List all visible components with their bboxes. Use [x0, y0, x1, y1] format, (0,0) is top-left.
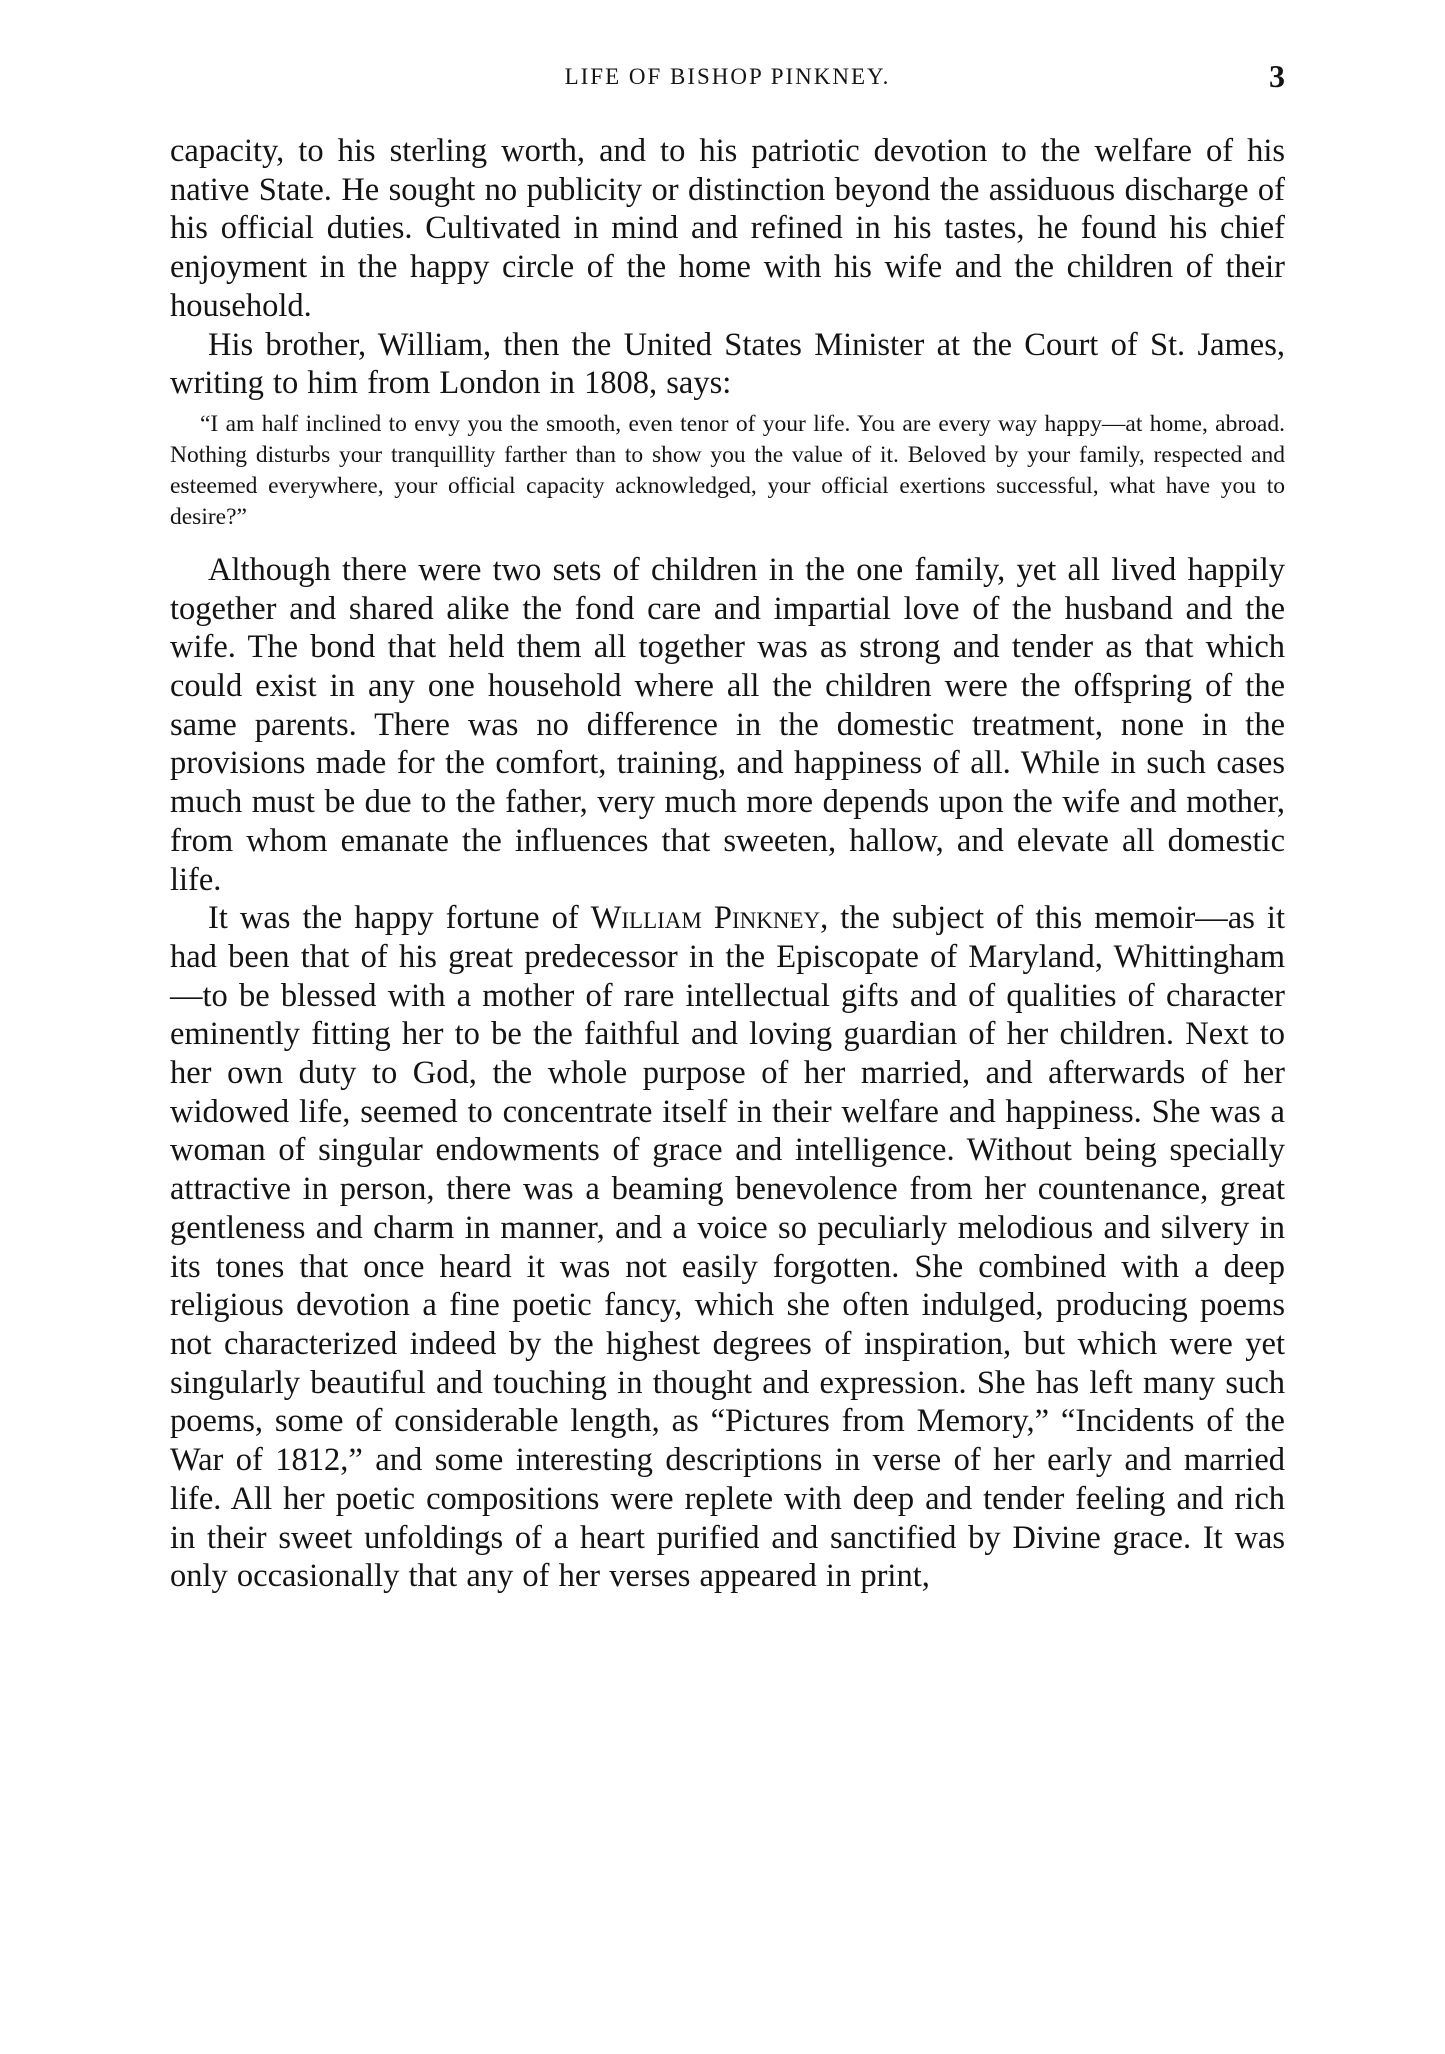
running-title: LIFE OF BISHOP PINKNEY.: [564, 64, 891, 89]
paragraph-mother-start: It was the happy fortune of: [208, 900, 591, 937]
book-page: [170, 58, 1285, 1596]
paragraph-mother: [170, 899, 1285, 1596]
paragraph-brother-letter-intro: His brother, William, then the United States Minister at the Court of St. James, writing to him from London in 1808, says:: [170, 326, 1285, 402]
block-quote-letter: “I am half inclined to envy you the smooth, even tenor of your life. You are every way happy—at home, abroad. Nothing disturbs your tranquillity farther than to show you the value of it. Beloved by your family, respected and esteemed everywhere, your official capacity acknowledged, your official exertions successful, what have you to desire?”: [170, 410, 1285, 530]
paragraph-two-families: Although there were two sets of children in the one family, yet all lived happily together and shared alike the fond care and impartial love of the husband and the wife. The bond that held them all together was as strong and tender as that which could exist in any one household where all the children were the offspring of the same parents. There was no difference in the domestic treatment, none in the provisions made for the comfort, training, and happiness of all. While in such cases much must be due to the father, very much more depends upon the wife and mother, from whom emanate the influences that sweeten, hallow, and elevate all domestic life.: [170, 551, 1285, 898]
page-number: 3: [1269, 58, 1285, 94]
subject-name: William Pinkney: [590, 900, 821, 937]
paragraph-continuation: capacity, to his sterling worth, and to his patriotic devotion to the welfare of his native State. He sought no publicity or distinction beyond the assiduous discharge of his official duties. Cultivated in mind and refined in his tastes, he found his chief enjoyment in the happy circle of the home with his wife and the children of their household.: [170, 133, 1285, 324]
paragraph-mother-rest: , the subject of this memoir—as it had been that of his great predecessor in the Episcopate of Maryland, Whittingham—to be blessed with a mother of rare intellectual gifts and of qualities of character eminently fitting her to be the faithful and loving guardian of her children. Next to her own duty to God, the whole purpose of her married, and afterwards of her widowed life, seemed to concentrate itself in their welfare and happiness. She was a woman of singular endowments of grace and intelligence. Without being specially attractive in person, there was a beaming benevolence from her countenance, great gentleness and charm in manner, and a voice so peculiarly melodious and silvery in its tones that once heard it was not easily forgotten. She combined with a deep religious devotion a fine poetic fancy, which she often indulged, producing poems not characterized indeed by the highest degrees of inspiration, but which were yet singularly beautiful and touching in thought and expression. She has left many such poems, some of considerable length, as “Pictures from Memory,” “Incidents of the War of 1812,” and some interesting descriptions in verse of her early and married life. All her poetic compositions were replete with deep and tender feeling and rich in their sweet unfoldings of a heart purified and sanctified by Divine grace. It was only occasionally that any of her verses appeared in print,: [170, 900, 1285, 1595]
running-head: [170, 58, 1285, 104]
